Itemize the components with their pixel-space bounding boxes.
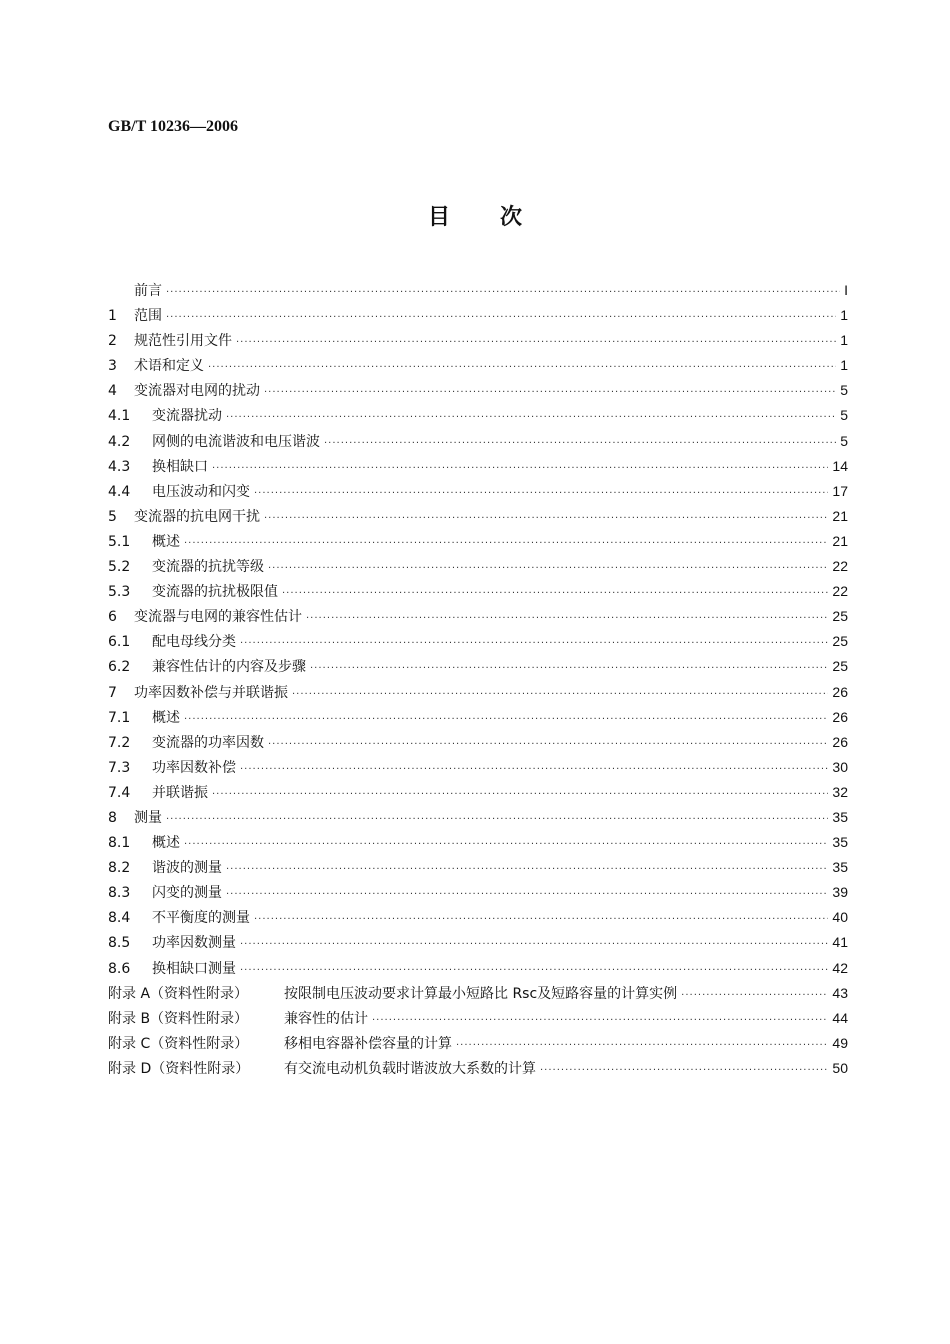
toc-entry[interactable] (108, 554, 848, 579)
section-number: 7.2 (108, 734, 131, 751)
dot-leader (456, 1033, 828, 1058)
dot-leader (236, 330, 836, 355)
toc-entry[interactable] (108, 855, 848, 880)
section-number: 8.4 (108, 910, 131, 927)
page-number: 50 (832, 1059, 848, 1076)
section-number: 4.3 (108, 458, 131, 475)
section-number: 5 (108, 508, 117, 525)
section-number: 2 (108, 333, 117, 350)
toc-entry[interactable] (108, 780, 848, 805)
section-title: 功率因数补偿与并联谐振 (134, 684, 288, 701)
page-number: 5 (840, 407, 848, 424)
dot-leader (292, 682, 828, 707)
section-title: 闪变的测量 (152, 885, 222, 902)
toc-entry[interactable] (108, 956, 848, 981)
toc-entry[interactable] (108, 378, 848, 403)
page-number: 35 (832, 834, 848, 851)
section-number: 8.1 (108, 835, 131, 852)
section-title: 变流器的抗电网干扰 (134, 508, 260, 525)
dot-leader (254, 907, 828, 932)
toc-entry[interactable] (108, 654, 848, 679)
toc-entry[interactable] (108, 930, 848, 955)
toc-entry[interactable] (108, 278, 848, 303)
dot-leader (240, 958, 828, 983)
toc-entry[interactable] (108, 454, 848, 479)
section-number: 4 (108, 383, 117, 400)
page-number: 22 (832, 583, 848, 600)
section-number: 8.2 (108, 860, 131, 877)
toc-entry[interactable] (108, 629, 848, 654)
page-number: 26 (832, 733, 848, 750)
dot-leader (264, 380, 836, 405)
toc-entry[interactable] (108, 880, 848, 905)
toc-entry[interactable] (108, 429, 848, 454)
toc-entry[interactable] (108, 705, 848, 730)
toc-entry[interactable] (108, 755, 848, 780)
toc-entry[interactable] (108, 353, 848, 378)
page-number: 1 (840, 357, 848, 374)
section-number: 附录 D（资料性附录） (108, 1060, 250, 1077)
dot-leader (166, 280, 840, 305)
section-number: 6.2 (108, 659, 131, 676)
section-title: 变流器的抗扰等级 (152, 559, 264, 576)
dot-leader (306, 606, 828, 631)
section-number: 8 (108, 809, 117, 826)
dot-leader (226, 405, 836, 430)
section-title: 并联谐振 (152, 784, 208, 801)
section-number: 附录 A（资料性附录） (108, 985, 249, 1002)
section-title: 配电母线分类 (152, 634, 236, 651)
toc-entry[interactable] (108, 730, 848, 755)
page-number: 5 (840, 432, 848, 449)
page-number: 25 (832, 608, 848, 625)
section-title: 兼容性的估计 (284, 1010, 368, 1027)
section-number: 4.2 (108, 433, 131, 450)
page-number: 22 (832, 558, 848, 575)
dot-leader (324, 431, 836, 456)
toc-entry[interactable] (108, 1031, 848, 1056)
section-title: 有交流电动机负载时谐波放大系数的计算 (284, 1060, 536, 1077)
page-number: 32 (832, 783, 848, 800)
section-number: 7.4 (108, 784, 131, 801)
dot-leader (212, 456, 828, 481)
page-number: 41 (832, 934, 848, 951)
dot-leader (184, 531, 828, 556)
dot-leader (226, 882, 828, 907)
section-title: 变流器扰动 (152, 408, 222, 425)
page-number: 14 (832, 457, 848, 474)
toc-entry[interactable] (108, 328, 848, 353)
dot-leader (268, 556, 828, 581)
page-number: 26 (832, 683, 848, 700)
table-of-contents (108, 278, 848, 1081)
section-number: 附录 B（资料性附录） (108, 1010, 249, 1027)
page-number: 35 (832, 859, 848, 876)
section-title: 电压波动和闪变 (152, 483, 250, 500)
page-number: 49 (832, 1034, 848, 1051)
page-number: 26 (832, 708, 848, 725)
dot-leader (540, 1058, 828, 1083)
page-number: 25 (832, 633, 848, 650)
section-number: 5.1 (108, 533, 131, 550)
dot-leader (212, 782, 828, 807)
standard-number: GB/T 10236—2006 (108, 118, 238, 135)
section-number: 6 (108, 609, 117, 626)
dot-leader (240, 631, 828, 656)
toc-entry[interactable] (108, 805, 848, 830)
section-title: 移相电容器补偿容量的计算 (284, 1035, 452, 1052)
section-title: 换相缺口 (152, 458, 208, 475)
toc-entry[interactable] (108, 680, 848, 705)
section-title: 网侧的电流谐波和电压谐波 (152, 433, 320, 450)
toc-entry[interactable] (108, 1006, 848, 1031)
dot-leader (282, 581, 828, 606)
page-number: I (844, 282, 848, 298)
section-number: 4.1 (108, 408, 131, 425)
dot-leader (264, 506, 828, 531)
section-number: 7.1 (108, 709, 131, 726)
dot-leader (240, 932, 828, 957)
section-title: 前言 (134, 283, 162, 299)
page-number: 21 (832, 532, 848, 549)
toc-entry[interactable] (108, 604, 848, 629)
dot-leader (254, 481, 828, 506)
section-title: 变流器与电网的兼容性估计 (134, 609, 302, 626)
section-title: 换相缺口测量 (152, 960, 236, 977)
toc-entry[interactable] (108, 403, 848, 428)
toc-entry[interactable] (108, 504, 848, 529)
section-title: 兼容性估计的内容及步骤 (152, 659, 306, 676)
section-title: 术语和定义 (134, 358, 204, 375)
section-title: 测量 (134, 809, 162, 826)
toc-entry[interactable] (108, 905, 848, 930)
dot-leader (184, 832, 828, 857)
page-number: 30 (832, 758, 848, 775)
section-number: 3 (108, 358, 117, 375)
section-title: 不平衡度的测量 (152, 910, 250, 927)
page-number: 17 (832, 482, 848, 499)
section-title: 功率因数补偿 (152, 759, 236, 776)
page-title: 目次 (427, 205, 572, 230)
section-title: 范围 (134, 308, 162, 325)
section-title: 概述 (152, 835, 180, 852)
toc-entry[interactable] (108, 981, 848, 1006)
section-title: 变流器的抗扰极限值 (152, 584, 278, 601)
dot-leader (208, 355, 836, 380)
section-number: 5.3 (108, 584, 131, 601)
section-number: 1 (108, 308, 117, 325)
section-number: 8.5 (108, 935, 131, 952)
dot-leader (310, 656, 828, 681)
section-number: 7.3 (108, 759, 131, 776)
section-number: 附录 C（资料性附录） (108, 1035, 249, 1052)
section-title: 谐波的测量 (152, 860, 222, 877)
dot-leader (268, 732, 828, 757)
section-title: 变流器对电网的扰动 (134, 383, 260, 400)
dot-leader (372, 1008, 828, 1033)
dot-leader (240, 757, 828, 782)
dot-leader (166, 305, 836, 330)
dot-leader (166, 807, 828, 832)
toc-entry[interactable] (108, 1056, 848, 1081)
section-title: 变流器的功率因数 (152, 734, 264, 751)
page-number: 42 (832, 959, 848, 976)
page-number: 40 (832, 909, 848, 926)
dot-leader (681, 983, 828, 1008)
page-number: 25 (832, 658, 848, 675)
section-title: 按限制电压波动要求计算最小短路比 Rsc及短路容量的计算实例 (284, 985, 678, 1002)
section-number: 7 (108, 684, 117, 701)
page-number: 35 (832, 808, 848, 825)
dot-leader (184, 707, 828, 732)
toc-entry[interactable] (108, 303, 848, 328)
page-number: 44 (832, 1009, 848, 1026)
section-number: 8.6 (108, 960, 131, 977)
dot-leader (226, 857, 828, 882)
page-number: 1 (840, 332, 848, 349)
toc-entry[interactable] (108, 579, 848, 604)
section-title: 概述 (152, 533, 180, 550)
section-number: 8.3 (108, 885, 131, 902)
section-number: 5.2 (108, 559, 131, 576)
section-number: 6.1 (108, 634, 131, 651)
page-number: 5 (840, 382, 848, 399)
toc-entry[interactable] (108, 830, 848, 855)
page-number: 43 (832, 984, 848, 1001)
page-number: 39 (832, 884, 848, 901)
section-title: 规范性引用文件 (134, 333, 232, 350)
section-title: 功率因数测量 (152, 935, 236, 952)
toc-entry[interactable] (108, 529, 848, 554)
toc-entry[interactable] (108, 479, 848, 504)
section-number: 4.4 (108, 483, 131, 500)
section-title: 概述 (152, 709, 180, 726)
page-number: 1 (840, 307, 848, 324)
page-number: 21 (832, 507, 848, 524)
